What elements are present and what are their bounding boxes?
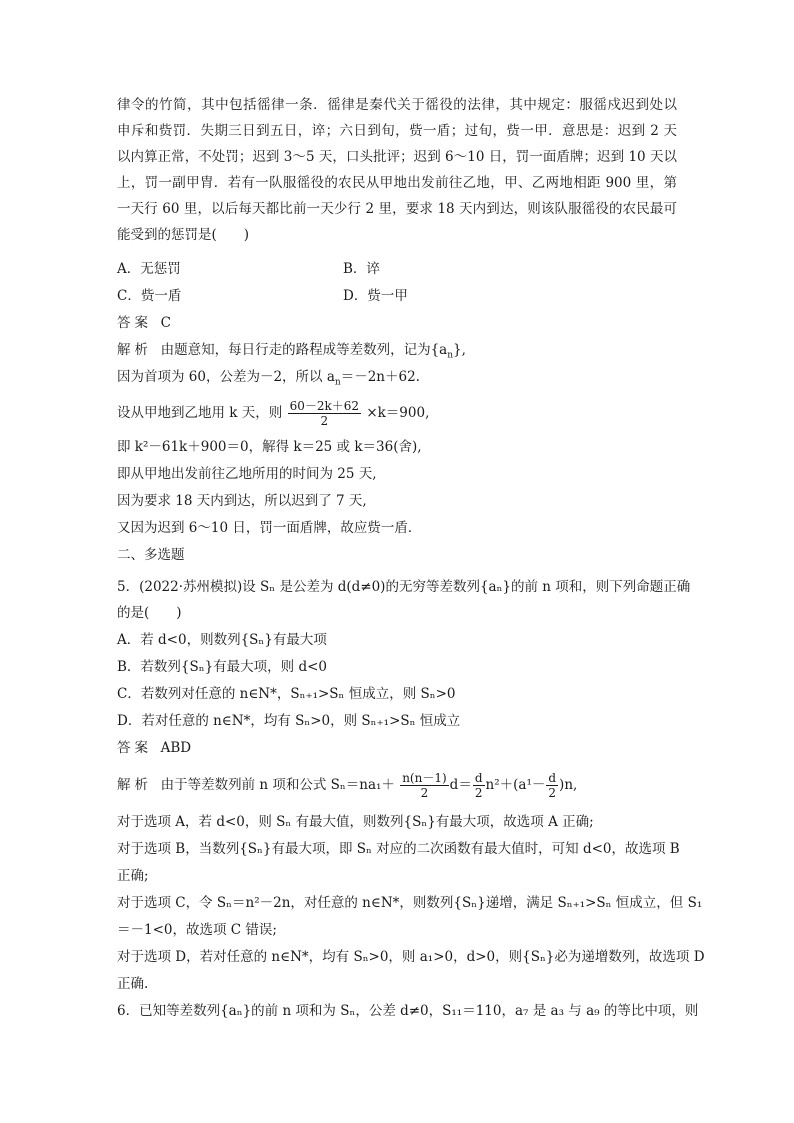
answer-value: C <box>160 315 171 331</box>
q4-text-line-4: 上，罚一副甲胄．若有一队服徭役的农民从甲地出发前往乙地，甲、乙两地相距 900 里，第 <box>117 175 677 191</box>
q4-analysis-line-3 <box>117 399 429 428</box>
fraction <box>400 771 448 800</box>
q4-analysis-line-2: 因为首项为 60，公差为－2，所以 $a_n=-2n+62$. <box>117 369 420 388</box>
q5-analysis-line-3: 正确; <box>117 868 149 884</box>
fraction-denominator: 2 <box>474 786 483 800</box>
q5-analysis-line-5: ＝－1<0，故选项 C 错误; <box>117 922 277 938</box>
q5-analysis-formula <box>117 771 577 800</box>
fraction-numerator: d <box>474 771 483 785</box>
formula-text: d＝ <box>449 777 472 793</box>
fraction <box>473 771 485 800</box>
fraction <box>546 771 558 800</box>
analysis-text-end: ×k＝900, <box>366 405 430 421</box>
q4-analysis-line-7: 又因为迟到 6～10 日，罚一面盾牌，故应赀一盾． <box>117 520 422 536</box>
analysis-text: 由题意知，每日行走的路程成等差数列，记为{a <box>160 342 448 358</box>
q4-analysis-line-5: 即从甲地出发前往乙地所用的时间为 25 天, <box>117 466 377 482</box>
analysis-label: 解析 <box>117 342 152 358</box>
q4-analysis-line-1: 解析 由题意知，每日行走的路程成等差数列，记为$\{a_n\}$, <box>117 342 466 361</box>
q4-text-line-5: 一天行 60 里，以后每天都比前一天少行 2 里，要求 18 天内到达，则该队服徭役的农民最可 <box>117 201 677 217</box>
q5-analysis-line-7: 正确. <box>117 976 149 992</box>
q4-option-a: A．无惩罚 <box>117 261 181 277</box>
q4-text-line-3: 以内算正常，不处罚；迟到 3～5 天，口头批评；迟到 6～10 日，罚一面盾牌；迟到 10 天以 <box>117 149 677 165</box>
q4-text-line-2: 申斥和赀罚．失期三日到五日，谇；六日到旬，赀一盾；过旬，赀一甲．意思是：迟到 2 天 <box>117 123 677 139</box>
answer-label: 答案 <box>117 740 152 756</box>
q4-analysis-line-4: 即 k²－61k＋900＝0，解得 k＝25 或 k＝36(舍), <box>117 439 422 455</box>
q5-analysis-line-2: 对于选项 B，当数列{Sₙ}有最大项，即 Sₙ 对应的二次函数有最大值时，可知 d<0，故选项 B <box>117 841 680 857</box>
analysis-label: 解析 <box>117 777 152 793</box>
q4-option-d: D．赀一甲 <box>343 288 408 304</box>
fraction-numerator: 60－2k＋62 <box>289 399 360 413</box>
q4-text-line-6: 能受到的惩罚是( ) <box>117 227 250 243</box>
analysis-text-end: }, <box>453 342 466 358</box>
formula-text: n²＋ <box>485 777 514 793</box>
formula-text: 由于等差数列前 n 项和公式 Sₙ＝na₁＋ <box>160 777 395 793</box>
q5-option-c: C．若数列对任意的 n∈N*，Sₙ₊₁>Sₙ 恒成立，则 Sₙ>0 <box>117 686 456 702</box>
q6-text-line-1: 6．已知等差数列{aₙ}的前 n 项和为 Sₙ，公差 d≠0，S₁₁＝110，a₇ 是 a₃ 与 a₉ 的等比中项，则 <box>117 1003 699 1019</box>
q5-text-line-2: 的是( ) <box>117 605 182 621</box>
q5-option-d: D．若对任意的 n∈N*，均有 Sₙ>0，则 Sₙ₊₁>Sₙ 恒成立 <box>117 713 461 729</box>
q5-option-a: A．若 d<0，则数列{Sₙ}有最大项 <box>117 632 327 648</box>
answer-label: 答案 <box>117 315 152 331</box>
analysis-text: 设从甲地到乙地用 k 天，则 <box>117 405 283 421</box>
q5-answer <box>117 738 191 758</box>
formula-text-end: )n, <box>559 777 578 793</box>
q4-analysis-line-6: 因为要求 18 天内到达，所以迟到了 7 天, <box>117 493 367 509</box>
q4-answer <box>117 313 171 333</box>
fraction-numerator: d <box>548 771 557 785</box>
answer-value: ABD <box>160 740 192 756</box>
q4-option-c: C．赀一盾 <box>117 288 182 304</box>
q4-text-line-1: 律令的竹简，其中包括徭律一条．徭律是秦代关于徭役的法律，其中规定：服徭戍迟到处以 <box>117 97 677 113</box>
fraction-denominator: 2 <box>420 786 429 800</box>
fraction-numerator: n(n－1) <box>402 771 447 785</box>
q5-text-line-1: 5．(2022·苏州模拟)设 Sₙ 是公差为 d(d≠0)的无穷等差数列{aₙ}的前 n 项和，则下列命题正确 <box>117 579 691 595</box>
fraction-denominator: 2 <box>320 414 329 428</box>
fraction <box>288 399 361 428</box>
q5-analysis-line-4: 对于选项 C，令 Sₙ＝n²－2n，对任意的 n∈N*，则数列{Sₙ}递增，满足 Sₙ₊₁>Sₙ 恒成立，但 S₁ <box>117 895 703 911</box>
section-heading: 二、多选题 <box>117 547 185 563</box>
analysis-text-end: ＝－2n＋62. <box>340 369 420 385</box>
formula-text: (a¹－ <box>513 777 546 793</box>
q4-option-b: B．谇 <box>343 261 380 277</box>
q5-analysis-line-1: 对于选项 A，若 d<0，则 Sₙ 有最大值，则数列{Sₙ}有最大项，故选项 A 正确; <box>117 814 594 830</box>
analysis-text: 因为首项为 60，公差为－2，所以 a <box>117 369 335 385</box>
q5-analysis-line-6: 对于选项 D，若对任意的 n∈N*，均有 Sₙ>0，则 a₁>0，d>0，则{Sₙ}必为递增数列，故选项 D <box>117 949 705 965</box>
fraction-denominator: 2 <box>548 786 557 800</box>
q5-option-b: B．若数列{Sₙ}有最大项，则 d<0 <box>117 659 328 675</box>
